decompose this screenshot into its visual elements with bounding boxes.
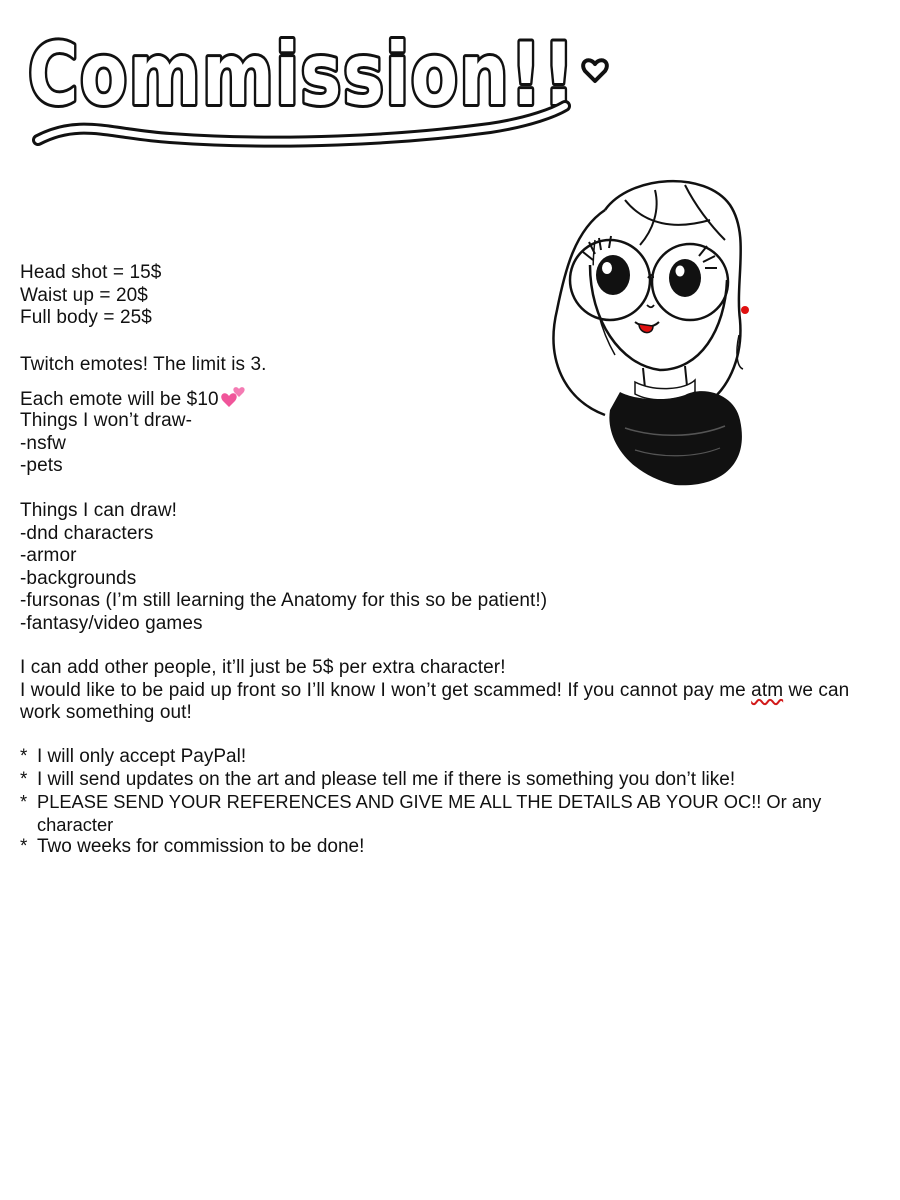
price-waist-up: Waist up = 20$: [20, 284, 148, 306]
heart-doodle-icon: [583, 60, 607, 81]
left-eye: [596, 255, 630, 295]
price-list: [20, 262, 161, 330]
note-updates: I will send updates on the art and please tell me if there is something you don’t like!: [37, 768, 736, 790]
payment-text-before: I would like to be paid up front so I’ll know I won’t get scammed! If you cannot pay me: [20, 679, 752, 701]
eye-shine: [676, 266, 685, 277]
can-draw-item: -dnd characters: [20, 522, 154, 544]
note-paypal: I will only accept PayPal!: [37, 746, 247, 767]
can-draw-item: -fantasy/video games: [20, 612, 203, 634]
can-draw-item: -armor: [20, 545, 77, 566]
can-draw-section: [20, 500, 547, 635]
bullet-asterisk: *: [20, 746, 28, 767]
list-item: [20, 836, 880, 859]
notes-list: [20, 746, 880, 859]
payment-upfront-note: [20, 680, 890, 725]
can-draw-item: -fursonas (I’m still learning the Anatomy for this so be patient!): [20, 590, 548, 611]
spellcheck-marked-word: atm: [751, 679, 784, 701]
emotes-limit: Twitch emotes! The limit is 3.: [20, 354, 267, 375]
right-eye: [669, 259, 701, 297]
wont-draw-item: -pets: [20, 455, 63, 476]
bullet-asterisk: *: [20, 768, 28, 790]
earring: [741, 306, 749, 314]
can-draw-item: -backgrounds: [20, 567, 137, 589]
can-draw-heading: Things I can draw!: [20, 500, 178, 521]
eye-shine: [602, 262, 612, 274]
title-lettering: [20, 0, 620, 165]
extra-info-section: [20, 657, 890, 725]
price-head-shot: Head shot = 15$: [20, 262, 162, 283]
bullet-asterisk: *: [20, 791, 28, 812]
wont-draw-heading: Things I won’t draw-: [20, 410, 193, 431]
two-hearts-icon: [223, 386, 247, 408]
character-portrait: [535, 170, 765, 495]
list-item: [20, 746, 880, 769]
payment-text-after: we can work something out!: [20, 679, 850, 723]
emotes-section: [20, 354, 267, 411]
emotes-price-line: [20, 386, 267, 412]
sweater: [609, 391, 742, 485]
emotes-price: Each emote will be $10: [20, 388, 219, 410]
wont-draw-item: -nsfw: [20, 432, 66, 454]
bullet-asterisk: *: [20, 836, 28, 857]
wont-draw-section: [20, 410, 192, 478]
extra-character-fee: I can add other people, it’ll just be 5$ per extra character!: [20, 657, 506, 678]
list-item: [20, 769, 880, 792]
price-full-body: Full body = 25$: [20, 307, 152, 328]
title-text: Commission!!: [28, 25, 576, 125]
list-item: [20, 791, 880, 836]
note-references: PLEASE SEND YOUR REFERENCES AND GIVE ME ALL THE DETAILS AB YOUR OC!! Or any character: [37, 791, 822, 835]
note-turnaround: Two weeks for commission to be done!: [37, 836, 365, 857]
